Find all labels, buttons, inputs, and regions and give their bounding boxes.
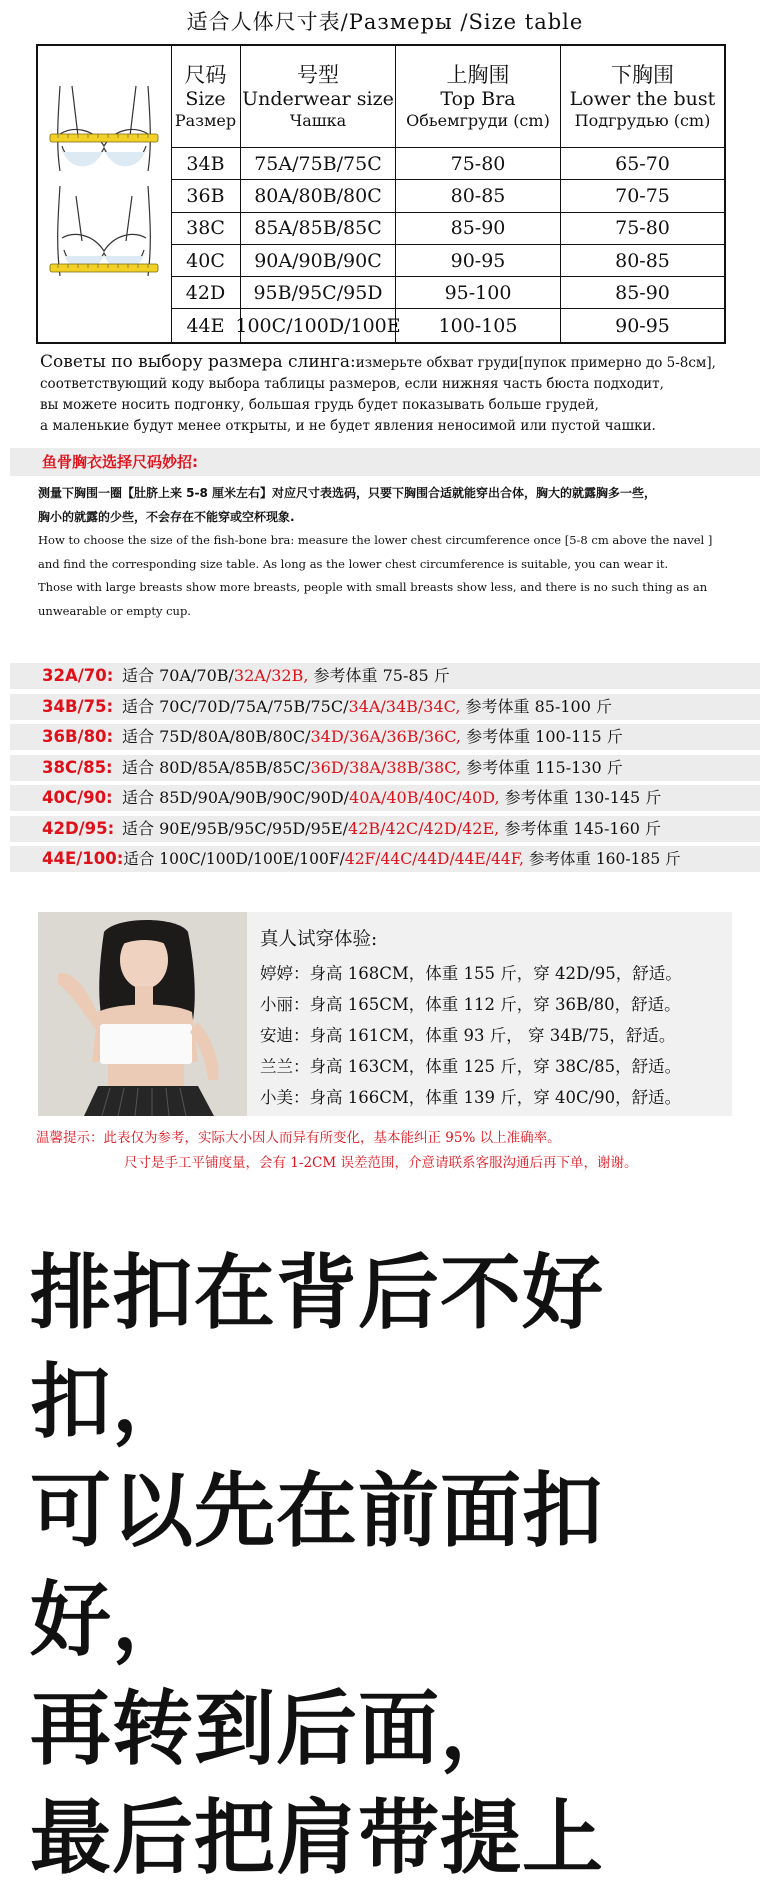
reference-code: 32A/70: — [42, 666, 114, 685]
size-advice — [40, 352, 740, 437]
reference-code: 34B/75: — [42, 696, 114, 716]
model-silhouette — [38, 912, 247, 1116]
reference-weight: 参考体重 145-160 斤 — [499, 818, 661, 838]
reference-weight: 参考体重 115-130 斤 — [461, 757, 623, 777]
reference-row — [10, 755, 760, 781]
table-cell: 95-100 — [396, 277, 561, 309]
fishbone-en-line-2: and find the corresponding size table. As long as the lower chest circumference is suitable, you can wear it. — [38, 556, 669, 571]
table-cell: 75-80 — [396, 148, 561, 180]
table-cell: 65-70 — [561, 148, 724, 180]
note-line-1: 温馨提示：此表仅为参考，实际大小因人而异有所变化，基本能纠正 95% 以上准确率。 — [36, 1130, 561, 1146]
header-underwear-size — [241, 46, 396, 148]
size-grid — [171, 46, 724, 342]
wearing-instructions — [30, 1240, 760, 1894]
table-cell: 90-95 — [396, 245, 561, 277]
table-cell: 40C — [171, 245, 241, 277]
reference-sizes: 34A/34B/34C, — [348, 696, 461, 716]
size-reference-list — [10, 663, 760, 877]
size-table — [36, 44, 726, 344]
table-cell: 85A/85B/85C — [241, 213, 396, 245]
reference-sizes: 42B/42C/42D/42E, — [348, 818, 500, 838]
table-cell: 100-105 — [396, 309, 561, 341]
reference-sizes: 34D/36A/36B/36C, — [310, 727, 461, 746]
fishbone-en-line-3: Those with large breasts show more breasts, people with small breasts show less, and there is no such thing as an — [38, 580, 708, 594]
table-cell: 34B — [171, 148, 241, 180]
advice-line-4: а маленькие будут менее открыты, и не будет явления неносимой или пустой чашки. — [40, 418, 656, 434]
page-title: 适合人体尺寸表/Размеры /Size table — [186, 10, 584, 34]
reference-code: 36B/80: — [42, 727, 114, 746]
try-on-entry: 兰兰：身高 163CM，体重 125 斤，穿 38C/85，舒适。 — [260, 1057, 682, 1076]
header-top-bra-en: Top Bra — [440, 88, 516, 111]
bust-measure-figure — [38, 46, 171, 342]
instruction-line: 可以先在前面扣好， — [30, 1465, 605, 1668]
try-on-entry: 婷婷：身高 168CM，体重 155 斤，穿 42D/95，舒适。 — [260, 964, 682, 983]
reference-weight: 参考体重 85-100 斤 — [460, 696, 612, 716]
reference-code: 40C/90: — [42, 788, 113, 807]
try-on-details — [260, 924, 730, 1113]
fishbone-banner: 鱼骨胸衣选择尺码妙招: — [10, 448, 760, 476]
instruction-line: 最后把肩带提上 — [30, 1792, 605, 1886]
reference-weight: 参考体重 100-115 斤 — [461, 727, 623, 746]
table-cell: 44E — [171, 309, 241, 341]
header-lower-bust-ru: Подгрудью (cm) — [574, 110, 711, 130]
header-underwear-en: Underwear size — [242, 88, 394, 111]
header-lower-bust — [561, 46, 724, 148]
table-cell: 36B — [171, 180, 241, 212]
reference-sizes: 40A/40B/40C/40D, — [349, 788, 500, 807]
reference-row — [10, 846, 760, 872]
reference-sizes: 42F/44C/44D/44E/44F, — [344, 850, 524, 868]
reference-weight: 参考体重 160-185 斤 — [523, 850, 681, 868]
reference-code: 38C/85: — [42, 757, 113, 777]
table-cell: 85-90 — [396, 213, 561, 245]
fishbone-zh-line-1: 测量下胸围一圈【肚脐上来 5-8 厘米左右】对应尺寸表选码，只要下胸围合适就能穿出合体，胸大的就露胸多一些， — [38, 486, 657, 500]
reference-row — [10, 785, 760, 811]
table-cell: 38C — [171, 213, 241, 245]
model-photo — [38, 912, 247, 1116]
try-on-entry: 安迪：身高 161CM，体重 93 斤， 穿 34B/75，舒适。 — [260, 1026, 676, 1045]
fishbone-zh-line-2: 胸小的就露的少些，不会存在不能穿或空杯现象. — [38, 509, 295, 524]
table-cell: 90A/90B/90C — [241, 245, 396, 277]
instruction-line: 再转到后面， — [30, 1683, 523, 1777]
reference-fits: 适合 80D/85A/85B/85C/ — [122, 757, 311, 777]
advice-line-2: соответствующий коду выбора таблицы размеров, если нижняя часть бюста подходит, — [40, 376, 664, 392]
reference-fits: 适合 90E/95B/95C/95D/95E/ — [122, 818, 349, 838]
reference-code: 44E/100: — [42, 849, 124, 868]
reference-fits: 适合 70C/70D/75A/75B/75C/ — [122, 696, 349, 716]
reference-weight: 参考体重 130-145 斤 — [499, 788, 662, 807]
header-lower-bust-zh: 下胸围 — [611, 62, 674, 87]
reference-fits: 适合 85D/90A/90B/90C/90D/ — [122, 788, 350, 807]
fishbone-tips — [38, 482, 748, 623]
reference-row — [10, 816, 760, 842]
try-on-entry: 小丽：身高 165CM，体重 112 斤，穿 36B/80，舒适。 — [260, 995, 681, 1014]
reference-code: 42D/95: — [42, 818, 115, 838]
try-on-title: 真人试穿体验: — [260, 929, 378, 950]
warm-tips — [36, 1126, 756, 1176]
advice-line-1 — [40, 352, 740, 374]
table-cell: 85-90 — [561, 277, 724, 309]
reference-sizes: 36D/38A/38B/38C, — [310, 757, 461, 777]
note-line-2: 尺寸是手工平铺度量，会有 1-2CM 误差范围，介意请联系客服沟通后再下单，谢谢。 — [124, 1155, 638, 1171]
header-top-bra-ru: Обьемгруди (cm) — [406, 110, 550, 130]
header-top-bra — [396, 46, 561, 148]
advice-lead: Советы по выбору размера слинга: — [40, 352, 356, 372]
reference-row — [10, 694, 760, 720]
try-on-entry: 小美：身高 166CM，体重 139 斤，穿 40C/90，舒适。 — [260, 1088, 682, 1107]
table-cell: 70-75 — [561, 180, 724, 212]
advice-line1-rest: измерьте обхват груди[пупок примерно до 5-8см], — [355, 355, 716, 371]
advice-line-3: вы можете носить подгонку, большая грудь будет показывать больше грудей, — [40, 397, 599, 413]
reference-row — [10, 663, 760, 689]
table-cell: 95B/95C/95D — [241, 277, 396, 309]
bra-illustration — [38, 46, 172, 342]
table-cell: 42D — [171, 277, 241, 309]
table-cell: 90-95 — [615, 314, 670, 337]
reference-fits: 适合 100C/100D/100E/100F/ — [123, 850, 345, 868]
header-top-bra-zh: 上胸围 — [446, 62, 510, 87]
header-size-zh: 尺码 — [184, 62, 227, 87]
reference-sizes: 32A/32B, — [233, 666, 309, 685]
header-size-ru: Размер — [174, 110, 237, 130]
table-cell: 80-85 — [561, 245, 724, 277]
table-cell: 100C/100D/100E — [241, 309, 396, 341]
header-size — [171, 46, 241, 148]
table-cell: 80A/80B/80C — [241, 180, 396, 212]
header-lower-bust-en: Lower the bust — [569, 88, 716, 111]
table-cell: 75A/75B/75C — [241, 148, 396, 180]
try-on-panel — [38, 912, 732, 1116]
table-cell: 75-80 — [561, 213, 724, 245]
header-underwear-ru: Чашка — [289, 110, 347, 130]
instruction-line: 排扣在背后不好扣， — [30, 1247, 605, 1450]
table-cell: 80-85 — [396, 180, 561, 212]
fishbone-en-line-4: unwearable or empty cup. — [38, 603, 191, 618]
reference-row — [10, 724, 760, 750]
reference-fits: 适合 70A/70B/ — [122, 666, 234, 685]
header-underwear-zh: 号型 — [297, 62, 339, 87]
reference-fits: 适合 75D/80A/80B/80C/ — [122, 727, 311, 746]
header-size-en: Size — [185, 88, 226, 111]
reference-weight: 参考体重 75-85 斤 — [308, 666, 450, 685]
fishbone-en-line-1: How to choose the size of the fish-bone bra: measure the lower chest circumference once [5-8 cm above the navel ] — [38, 533, 713, 547]
